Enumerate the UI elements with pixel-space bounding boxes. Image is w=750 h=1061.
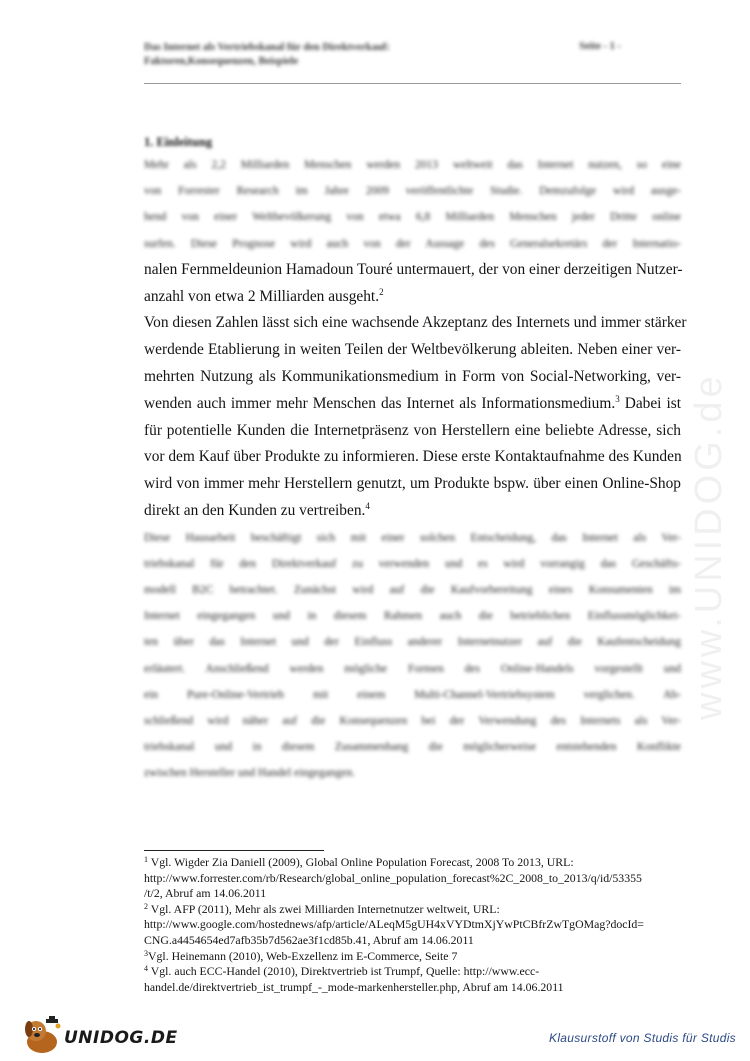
footnote-text: http://www.google.com/hostednews/afp/article/ALeqM5gUH4xVYDtmXjYwPtCBfrZwTgOMag?docId= xyxy=(144,917,644,932)
section-heading: 1. Einleitung xyxy=(144,135,213,149)
page-header xyxy=(144,41,681,84)
footnote-text: Vgl. auch ECC-Handel (2010), Direktvertrieb ist Trumpf, Quelle: http://www.ecc- xyxy=(148,964,540,979)
blurred-line: ein Pure-Online-Vertrieb mit einem Multi-Channel-Vertriebsystem verglichen. Ab- xyxy=(144,688,681,701)
footnote-ref: 4 xyxy=(365,500,370,511)
text-segment: Dabei ist xyxy=(619,394,681,412)
footnote-text: Vgl. AFP (2011), Mehr als zwei Milliarden Internetnutzer weltweit, URL: xyxy=(148,901,500,916)
text-line xyxy=(144,498,681,525)
footnote-line xyxy=(144,949,684,965)
paragraph-3 xyxy=(144,525,681,787)
text-line: vor dem Kauf über Produkte zu informieren. Diese erste Kontaktaufnahme des Kunden xyxy=(144,448,682,466)
blurred-line: Diese Hausarbeit beschäftigt sich mit einer solchen Entscheidung, das Internet als Ver- xyxy=(144,531,681,544)
footnote-line xyxy=(144,871,684,887)
text-line: für potentielle Kunden die Internetpräsenz von Herstellern eine beliebte Adresse, sich xyxy=(144,421,681,439)
blurred-line: erläutert. Anschließend werden mögliche Formen des Online-Handels vorgestellt und xyxy=(144,662,681,675)
header-title-line-1: Das Internet als Vertriebskanal für den Direktverkauf: xyxy=(144,42,390,53)
footnote-ref: 3 xyxy=(615,393,620,404)
page-number: Seite - 1 - xyxy=(579,41,621,52)
footnotes xyxy=(144,855,684,995)
blurred-line: schließend wird näher auf die Konsequenzen bei der Verwendung des Internets als Ver- xyxy=(144,715,681,728)
text-line xyxy=(144,284,681,311)
footnote-line xyxy=(144,964,684,980)
blurred-line: Internet eingegangen und in diesem Rahmen auch die betrieblichen Einflussmöglichkei- xyxy=(144,610,681,623)
footnote-number: 3 xyxy=(144,948,148,958)
footnote-text: handel.de/direktvertrieb_ist_trumpf_-_mode-markenhersteller.php, Abruf am 14.06.2011 xyxy=(144,979,564,994)
blurred-line: hend von einer Weltbevölkerung von etwa 6,8 Milliarden Menschen jeder Dritte online xyxy=(144,211,681,224)
tagline: Klausurstoff von Studis für Studis xyxy=(549,1031,736,1045)
footnote-line xyxy=(144,886,684,902)
text-segment: anzahl von etwa 2 Milliarden ausgeht. xyxy=(144,287,380,305)
document-body xyxy=(144,132,687,787)
footnote-text: Vgl. Heinemann (2010), Web-Exzellenz im E-Commerce, Seite 7 xyxy=(148,948,458,963)
text-segment: direkt an den Kunden zu vertreiben. xyxy=(144,501,366,519)
text-line: mehrten Nutzung als Kommunikationsmedium in Form von Social-Networking, ver- xyxy=(144,367,681,385)
footnote-text: http://www.forrester.com/rb/Research/global_online_population_forecast%2C_2008_to_2013/q/id/53355 xyxy=(144,870,642,885)
footnote-divider xyxy=(144,850,324,851)
text-line: Von diesen Zahlen lässt sich eine wachsende Akzeptanz des Internets und immer stärker xyxy=(144,314,687,332)
footnote-text: Vgl. Wigder Zia Daniell (2009), Global Online Population Forecast, 2008 To 2013, URL: xyxy=(148,855,574,869)
blurred-line: ten über das Internet und der Einfluss anderer Internetnutzer auf die Kaufentscheidung xyxy=(144,636,681,649)
footnote-line xyxy=(144,917,684,933)
text-line xyxy=(144,391,681,418)
footnote-number: 4 xyxy=(144,964,148,974)
logo-text: UNIDOG.DE xyxy=(64,1028,178,1048)
text-segment: wenden auch immer mehr Menschen das Internet als Informationsmedium. xyxy=(144,394,616,412)
header-title xyxy=(144,41,544,69)
footnote-line xyxy=(144,855,684,871)
text-line: wird von immer mehr Herstellern genutzt, um Produkte bspw. über einen Online-Shop xyxy=(144,475,681,493)
paragraph-2 xyxy=(144,310,687,524)
footnote-line xyxy=(144,933,684,949)
footnote-line xyxy=(144,902,684,918)
blurred-line: modell B2C betrachtet. Zunächst wird auf die Kaufvorbereitung eines Konsumenten im xyxy=(144,584,681,597)
blurred-line: triebskanal und in diesem Zusammenhang die möglicherweise entstehenden Konflikte xyxy=(144,741,681,754)
footnote-ref: 2 xyxy=(379,286,384,297)
watermark: www.UNIDOG.de xyxy=(688,372,730,720)
header-title-line-2: Faktoren,Konsequenzen, Beispiele xyxy=(144,56,299,67)
footnote-number: 1 xyxy=(144,855,148,864)
blurred-line: surfen. Diese Prognose wird auch von der Aussage des Generalsekretärs der Internatio- xyxy=(144,237,681,250)
blurred-line: triebskanal für den Direktverkauf zu verwenden und es wird vorrangig das Geschäfts- xyxy=(144,557,681,570)
blurred-line: von Forrester Research im Jahre 2009 veröffentlichte Studie. Demzufolge wird ausge- xyxy=(144,185,681,198)
footnote-number: 2 xyxy=(144,901,148,911)
footnote-line xyxy=(144,980,684,996)
blurred-line: Mehr als 2,2 Milliarden Menschen werden 2013 weltweit das Internet nutzen, so eine xyxy=(144,159,681,171)
dog-mascot-icon xyxy=(22,1016,66,1056)
footnote-text: /t/2, Abruf am 14.06.2011 xyxy=(144,886,267,901)
blurred-line: zwischen Hersteller und Handel eingegangen. xyxy=(144,767,356,780)
unidog-logo xyxy=(22,1016,192,1056)
footnote-text: CNG.a4454654ed7afb35b7d562ae3f1cd85b.41, Abruf am 14.06.2011 xyxy=(144,932,474,947)
text-line: nalen Fernmeldeunion Hamadoun Touré untermauert, der von einer derzeitigen Nutzer- xyxy=(144,260,683,278)
text-line: werdende Etablierung in weiten Teilen der Weltbevölkerung ableiten. Neben einer ver- xyxy=(144,341,681,359)
paragraph-1 xyxy=(144,152,681,310)
